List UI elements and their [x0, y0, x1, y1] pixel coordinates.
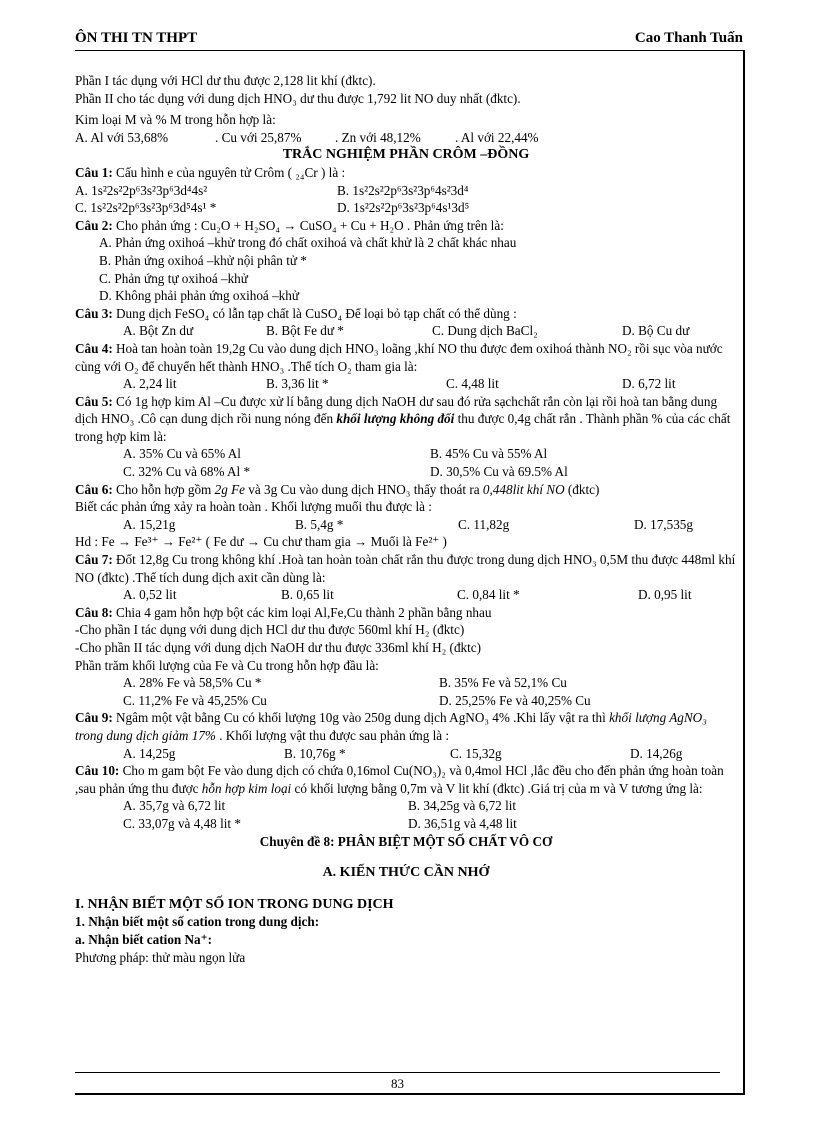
page-content [75, 72, 737, 966]
q6-hint: Hd : Fe → Fe³⁺ → Fe²⁺ ( Fe dư → Cu chư tham gia → Muối là Fe²⁺ ) [75, 534, 447, 550]
q6-option-a: A. 15,21g [123, 516, 176, 532]
q1-option-b: B. 1s²2s²2p⁶3s²3p⁶4s²3d⁴ [337, 182, 469, 198]
q10-option-a: A. 35,7g và 6,72 lit [123, 798, 226, 814]
q10-option-c: C. 33,07g và 4,48 lit * [123, 815, 241, 831]
q6-emphasis-2: 0,448lit khí NO [482, 481, 565, 497]
q6-label: Câu 6: [75, 481, 113, 497]
q8-option-b: B. 35% Fe và 52,1% Cu [439, 675, 567, 691]
q3-label: Câu 3: [75, 305, 113, 321]
page-number: 83 [391, 1076, 404, 1091]
intro-line-3: Kim loại M và % M trong hỗn hợp là: [75, 112, 276, 128]
q6-option-c: C. 11,82g [458, 516, 510, 532]
q7-option-d: D. 0,95 lit [638, 587, 692, 603]
header-left: ÔN THI TN THPT [75, 30, 198, 46]
q2-option-b: B. Phản ứng oxihoá –khử nội phân tử * [99, 252, 307, 268]
q3-option-b: B. Bột Fe dư * [266, 323, 344, 339]
q5-option-c: C. 32% Cu và 68% Al * [123, 464, 251, 480]
q2-option-d: D. Không phải phản ứng oxihoá –khử [99, 288, 299, 304]
q4-option-b: B. 3,36 lit * [266, 376, 329, 392]
q7-label: Câu 7: [75, 552, 113, 568]
header-right: Cao Thanh Tuấn [634, 30, 743, 46]
q8-line-2: -Cho phần I tác dụng với dung dịch HCl dư thu được 560ml khí H₂ (đktc) [75, 622, 465, 638]
q2-option-a: A. Phản ứng oxihoá –khử trong đó chất oxihoá và chất khử là 2 chất khác nhau [99, 235, 517, 251]
q5-option-a: A. 35% Cu và 65% Al [123, 446, 241, 462]
q10-option-d: D. 36,51g và 4,48 lit [408, 815, 517, 831]
q1-label: Câu 1: [75, 164, 113, 180]
q2-label: Câu 2: [75, 217, 113, 233]
q3-option-a: A. Bột Zn dư [123, 323, 194, 339]
q10-text-2: có khối lượng bằng 0,7m và V lit khí (đktc) .Giá trị của m và V tương ứng là: [291, 780, 703, 796]
q3-option-c: C. Dung dịch BaCl₂ [432, 323, 538, 339]
q7-option-a: A. 0,52 lit [123, 587, 177, 603]
section-1-1-heading: 1. Nhận biết một số cation trong dung dịch: [75, 914, 320, 930]
q6-text-3: (đktc) [564, 481, 600, 497]
kien-thuc-heading: A. KIẾN THỨC CẦN NHỚ [322, 865, 490, 881]
q3-option-d: D. Bộ Cu dư [622, 323, 690, 339]
q1-option-a: A. 1s²2s²2p⁶3s²3p⁶3d⁴4s² [75, 182, 208, 198]
section-title: TRẮC NGHIỆM PHẦN CRÔM –ĐỒNG [282, 147, 530, 163]
q4-label: Câu 4: [75, 340, 113, 356]
intro-line-2: Phần II cho tác dụng với dung dịch HNO₃ dư thu được 1,792 lit NO duy nhất (đktc). [75, 90, 521, 106]
q10-option-b: B. 34,25g và 6,72 lit [408, 798, 517, 814]
q9-label: Câu 9: [75, 710, 113, 726]
q4-option-a: A. 2,24 lit [123, 376, 177, 392]
q5-emphasis: khối lượng không đổi [336, 411, 455, 427]
q8-line-3: -Cho phần II tác dụng với dung dịch NaOH dư thu được 336ml khí H₂ (đktc) [75, 640, 482, 655]
q9-option-c: C. 15,32g [450, 745, 502, 761]
page-border-bottom [75, 1093, 745, 1095]
q4-text: Hoà tan hoàn toàn 19,2g Cu vào dung dịch HNO₃ loãng ,khí NO thu được đem oxihoá thành NO₂ rồi sục vòa nước cùng với O₂ để chuyển hết thành HNO₃ .Thể tích O₂ tham gia là: [75, 340, 723, 374]
q5-text-1: Có 1g hợp kim Al –Cu được xử lí bằng dung dịch NaOH dư sau đó rửa sạchchất rắn còn lại rồi hoà tan bằng dung dịch HNO₃ .Cô cạn dung dịch rồi nung nóng đến [75, 393, 718, 427]
intro-option-b: . Cu với 25,87% [215, 129, 302, 145]
q8-text: Chia 4 gam hỗn hợp bột các kim loại Al,Fe,Cu thành 2 phần bằng nhau [112, 604, 492, 620]
q9-option-b: B. 10,76g * [284, 745, 346, 761]
page-header [75, 30, 743, 51]
q9-emphasis: khối lượng AgNO₃ trong dung dịch giảm 17% [75, 710, 707, 743]
q4-option-c: C. 4,48 lit [446, 376, 499, 392]
q9-text-2: . Khối lượng vật thu được sau phản ứng là : [215, 727, 450, 743]
q6-option-b: B. 5,4g * [295, 516, 344, 532]
intro-line-1: Phần I tác dụng với HCl dư thu được 2,128 lit khí (đktc). [75, 73, 376, 88]
q7-option-c: C. 0,84 lit * [457, 587, 520, 603]
q2-text: Cho phản ứng : Cu₂O + H₂SO₄ → CuSO₄ + Cu + H₂O . Phản ứng trên là: [112, 217, 504, 233]
q7-text: Đốt 12,8g Cu trong không khí .Hoà tan hoàn toàn chất rắn thu được trong dung dịch HNO₃ 0,5M thu được 448ml khí NO (đktc) .Thể tích dung dịch axit cần dùng là: [75, 552, 736, 585]
q6-text-1: Cho hỗn hợp gồm [112, 481, 215, 497]
q6-line-2: Biết các phản ứng xảy ra hoàn toàn . Khối lượng muối thu được là : [75, 499, 432, 515]
section-1-a-heading: a. Nhận biết cation Na⁺: [75, 931, 213, 947]
q8-line-4: Phần trăm khối lượng của Fe và Cu trong hỗn hợp đầu là: [75, 657, 379, 673]
q4-option-d: D. 6,72 lit [622, 376, 676, 392]
q5-option-d: D. 30,5% Cu và 69.5% Al [430, 464, 568, 480]
page-border-right [743, 50, 745, 1095]
q5-label: Câu 5: [75, 393, 113, 409]
intro-option-a: A. Al với 53,68% [75, 129, 169, 145]
q6-option-d: D. 17,535g [634, 516, 693, 532]
intro-option-d: . Al với 22,44% [455, 129, 539, 145]
q2-option-c: C. Phản ứng tự oxihoá –khử [99, 270, 248, 286]
q5-text-2: thu được 0,4g chất rắn . Thành phần % của các chất trong hợp kim là: [75, 411, 731, 444]
phuong-phap-text: Phương pháp: thử màu ngọn lửa [75, 949, 246, 965]
q8-label: Câu 8: [75, 604, 113, 620]
q3-text: Dung dịch FeSO₄ có lẫn tạp chất là CuSO₄ Để loại bỏ tạp chất có thể dùng : [112, 305, 517, 321]
q6-text-2: và 3g Cu vào dung dịch HNO₃ thấy thoát ra [245, 481, 483, 497]
q5-option-b: B. 45% Cu và 55% Al [430, 446, 548, 462]
q9-text-1: Ngâm một vật bằng Cu có khối lượng 10g vào 250g dung dịch AgNO₃ 4% .Khi lấy vật ra thì [112, 710, 610, 726]
q9-option-a: A. 14,25g [123, 745, 176, 761]
q1-option-d: D. 1s²2s²2p⁶3s²3p⁶4s¹3d⁵ [337, 200, 470, 216]
footer-divider [75, 1072, 720, 1073]
q8-option-d: D. 25,25% Fe và 40,25% Cu [439, 692, 591, 708]
q8-option-c: C. 11,2% Fe và 45,25% Cu [123, 692, 267, 708]
q10-label: Câu 10: [75, 763, 120, 779]
section-1-heading: I. NHẬN BIẾT MỘT SỐ ION TRONG DUNG DỊCH [75, 896, 394, 912]
q6-emphasis-1: 2g Fe [214, 481, 245, 497]
q7-option-b: B. 0,65 lit [281, 587, 334, 603]
intro-options [75, 129, 737, 147]
intro-option-c: . Zn với 48,12% [335, 129, 421, 145]
q9-option-d: D. 14,26g [630, 745, 683, 761]
q1-text: Cấu hình e của nguyên tử Crôm ( ₂₄Cr ) là : [112, 164, 346, 180]
chuyen-de-title: Chuyên đề 8: PHÂN BIỆT MỘT SỐ CHẤT VÔ CƠ [259, 833, 553, 849]
q10-text-1: Cho m gam bột Fe vào dung dịch có chứa 0,16mol Cu(NO₃)₂ và 0,4mol HCl ,lắc đều cho đến phản ứng hoàn toàn ,sau phản ứng thu được [75, 763, 724, 796]
q10-emphasis: hỗn hợp kim loại [201, 780, 292, 796]
q8-option-a: A. 28% Fe và 58,5% Cu * [123, 675, 262, 691]
q1-option-c: C. 1s²2s²2p⁶3s²3p⁶3d⁵4s¹ * [75, 200, 217, 216]
